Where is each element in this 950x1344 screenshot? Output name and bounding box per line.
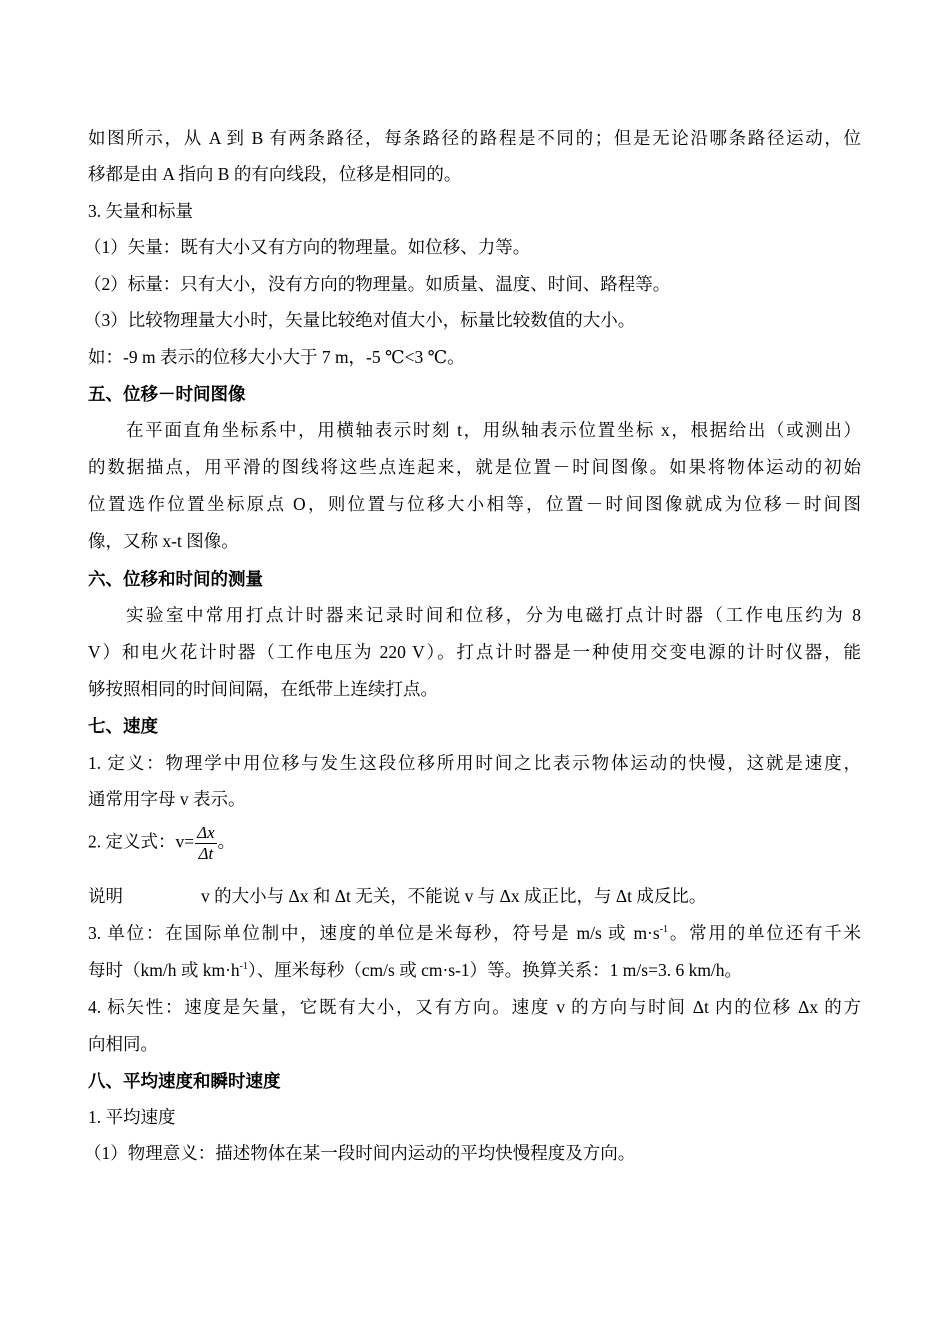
note-text: v 的大小与 Δx 和 Δt 无关，不能说 v 与 Δx 成正比，与 Δt 成反比。: [201, 886, 707, 906]
text-line: 位置选作位置坐标原点 O，则位置与位移大小相等，位置－时间图像就成为位移－时间图: [88, 494, 861, 514]
text-line: 1. 定义：物理学中用位移与发生这段位移所用时间之比表示物体运动的快慢，这就是速度，: [88, 753, 861, 773]
text-line: V）和电火花计时器（工作电压为 220 V）。打点计时器是一种使用交变电源的计时仪器，能: [88, 642, 861, 662]
text-line: [88, 921, 861, 945]
formula-line: [88, 823, 235, 864]
text-line: （2）标量：只有大小，没有方向的物理量。如质量、温度、时间、路程等。: [84, 274, 671, 294]
section-heading: 八、平均速度和瞬时速度: [88, 1071, 281, 1091]
text-line: 在平面直角坐标系中，用横轴表示时刻 t，用纵轴表示位置坐标 x，根据给出（或测出）: [126, 420, 861, 440]
subsection-title: 3. 矢量和标量: [88, 201, 193, 221]
text-span: ）、厘米每秒（cm/s 或 cm·s-1）等。换算关系：1 m/s=3. 6 km/h。: [248, 960, 743, 980]
section-heading: 七、速度: [88, 716, 158, 736]
text-line: 如图所示，从 A 到 B 有两条路径，每条路径的路程是不同的；但是无论沿哪条路径运动，位: [88, 128, 861, 148]
text-line: （3）比较物理量大小时，矢量比较绝对值大小，标量比较数值的大小。: [84, 310, 636, 330]
text-line: 向相同。: [88, 1034, 158, 1054]
fraction-numerator: Δx: [197, 823, 215, 842]
text-span: 每时（km/h 或 km·h: [88, 960, 240, 980]
text-span: 3. 单位：在国际单位制中，速度的单位是米每秒，符号是 m/s 或 m·s: [88, 923, 660, 943]
superscript: -1: [239, 961, 249, 973]
text-span: 。常用的单位还有千米: [668, 923, 861, 943]
subsection-title: 1. 平均速度: [88, 1107, 176, 1127]
text-line: 如：-9 m 表示的位移大小大于 7 m，-5 ℃<3 ℃。: [88, 347, 465, 367]
section-heading: 五、位移－时间图像: [88, 384, 246, 404]
text-line: [88, 958, 742, 982]
section-heading: 六、位移和时间的测量: [88, 569, 263, 589]
text-line: 通常用字母 v 表示。: [88, 789, 246, 809]
formula-prefix: 2. 定义式：v=: [88, 831, 195, 852]
text-line: 的数据描点，用平滑的图线将这些点连起来，就是位置－时间图像。如果将物体运动的初始: [88, 457, 861, 477]
text-line: （1）矢量：既有大小又有方向的物理量。如位移、力等。: [84, 237, 531, 257]
text-line: 够按照相同的时间间隔，在纸带上连续打点。: [88, 679, 438, 699]
velocity-fraction: [195, 823, 217, 864]
text-line: （1）物理意义：描述物体在某一段时间内运动的平均快慢程度及方向。: [84, 1143, 636, 1163]
formula-suffix: 。: [217, 831, 236, 852]
text-line: 实验室中常用打点计时器来记录时间和位移，分为电磁打点计时器（工作电压约为 8: [126, 605, 861, 625]
text-line: 4. 标矢性：速度是矢量，它既有大小，又有方向。速度 v 的方向与时间 Δt 内的位移 Δx 的方: [88, 997, 861, 1017]
text-line: 移都是由 A 指向 B 的有向线段，位移是相同的。: [88, 164, 462, 184]
note-label: 说明: [88, 886, 123, 906]
superscript: -1: [659, 924, 669, 936]
fraction-denominator: Δt: [198, 844, 214, 863]
text-line: [88, 884, 706, 908]
text-line: 像，又称 x-t 图像。: [88, 531, 239, 551]
